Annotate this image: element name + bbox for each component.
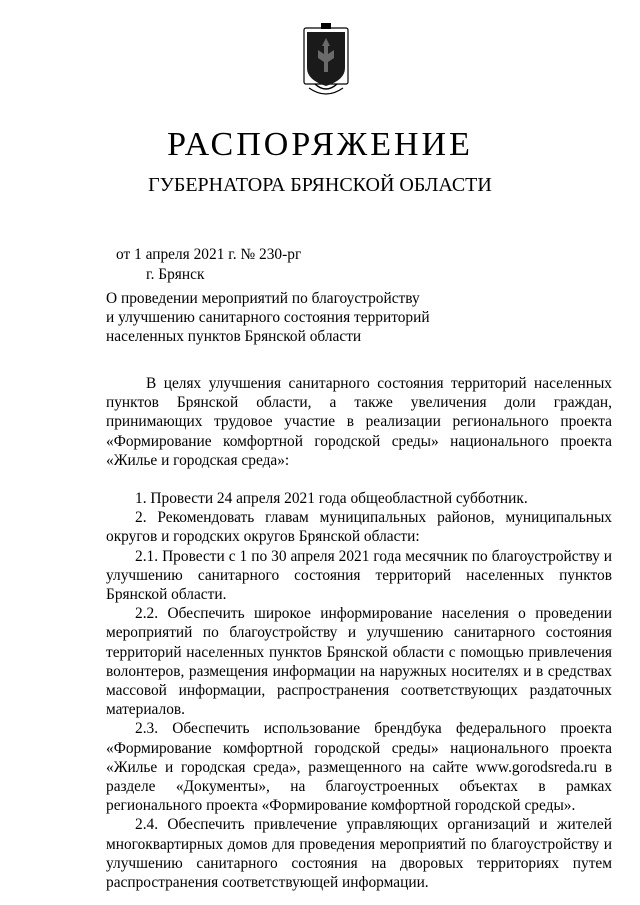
preamble-paragraph: В целях улучшения санитарного состояния территорий населенных пунктов Брянской области, а также увеличения доли граждан, принимающих трудовое участие в реализации регионального проекта «Формирование комфортной городской среды» национального проекта «Жилье и городская среда»: [106, 375, 612, 469]
document-subtitle: ГУБЕРНАТОРА БРЯНСКОЙ ОБЛАСТИ [148, 174, 492, 196]
item-paragraph: 2.3. Обеспечить использование брендбука федерального проекта «Формирование комфортной городской среды» национального проекта «Жилье и городская среда», размещенного на сайте www.gorodsreda.ru в разделе «Документы», на благоустроенных объектах в рамках регионального проекта «Формирование комфортной городской среды». [106, 720, 612, 815]
item-paragraph: 1. Провести 24 апреля 2021 года общеобластной субботник. [135, 490, 528, 508]
subject-line: и улучшению санитарного состояния территорий [106, 309, 430, 326]
item-paragraph: 2.2. Обеспечить широкое информирование населения о проведении мероприятий по благоустройству и улучшению санитарного состояния территорий населенных пунктов Брянской области с помощью привлечения волонтеров, размещения информации на наружных носителях и в средствах массовой информации, распространения соответствующих раздаточных материалов. [106, 605, 612, 719]
coat-of-arms-icon [301, 22, 351, 102]
item-paragraph: 2. Рекомендовать главам муниципальных районов, муниципальных округов и городских округов Брянской области: [106, 509, 612, 546]
item-paragraph: 2.4. Обеспечить привлечение управляющих организаций и жителей многоквартирных домов для проведения мероприятий по благоустройству и улучшению санитарного состояния на дворовых территориях путем распространения соответствующей информации. [106, 816, 612, 892]
document-title: РАСПОРЯЖЕНИЕ [167, 126, 473, 163]
document-body [106, 374, 612, 892]
document-date-number: от 1 апреля 2021 г. № 230-рг [116, 246, 302, 263]
document-place: г. Брянск [146, 266, 205, 283]
item-paragraph: 2.1. Провести с 1 по 30 апреля 2021 года месячник по благоустройству и улучшению санитарного состояния территорий населенных пунктов Брянской области. [106, 547, 612, 604]
subject-line: О проведении мероприятий по благоустройству [106, 290, 420, 307]
subject-line: населенных пунктов Брянской области [106, 328, 362, 345]
document-subject [106, 289, 466, 346]
